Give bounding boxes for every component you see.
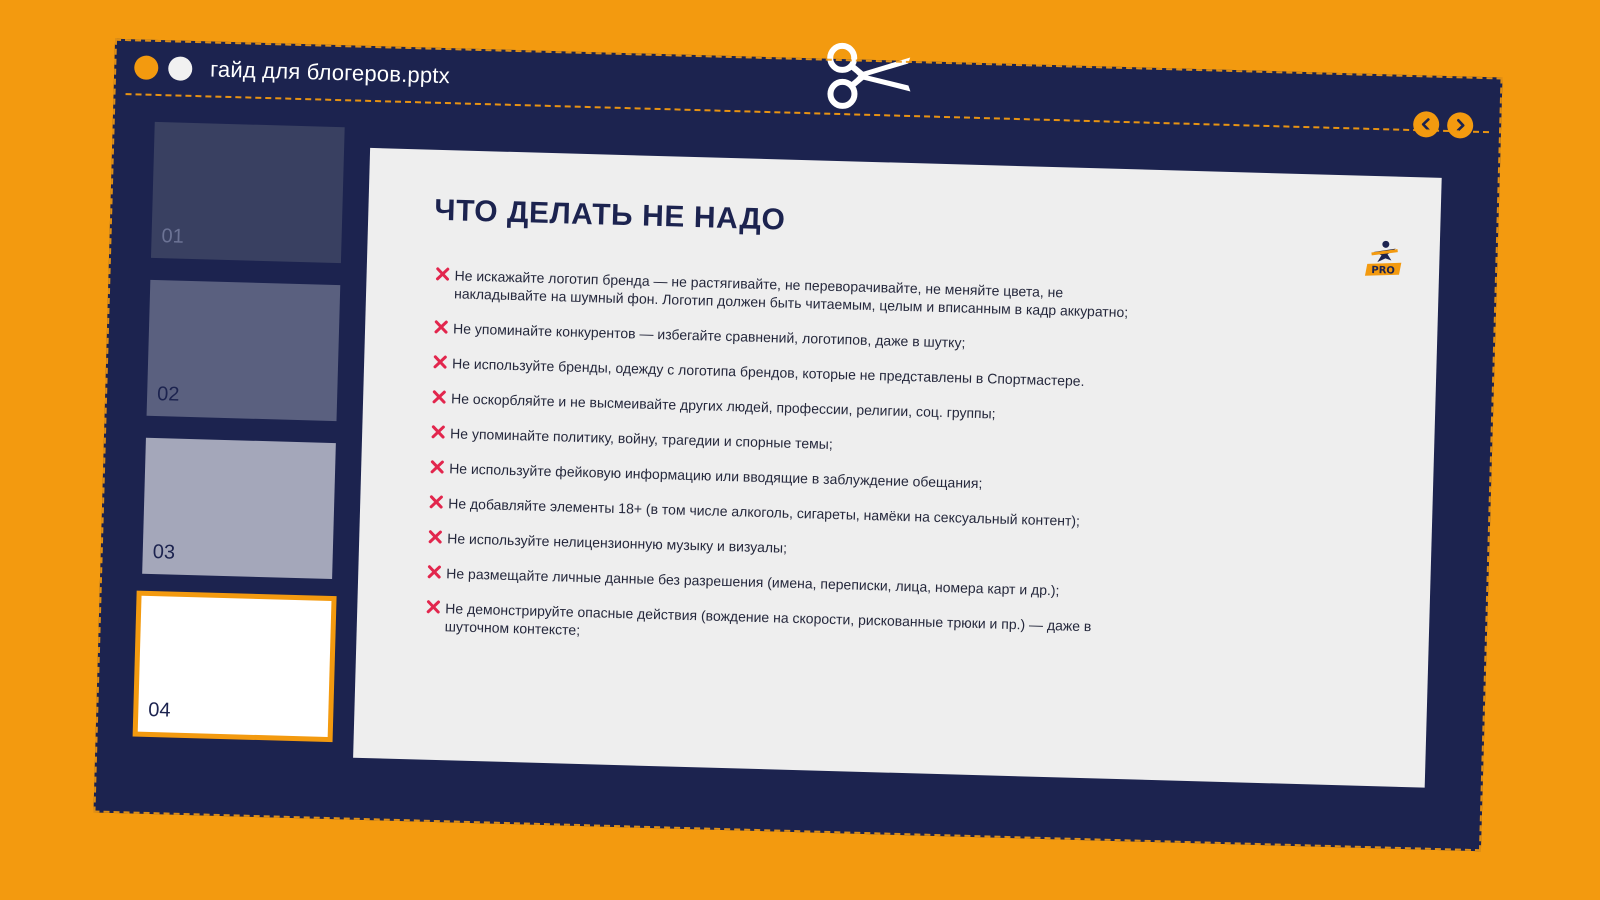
- list-item: [431, 389, 1131, 427]
- prev-slide-button[interactable]: [1413, 111, 1440, 138]
- slide-thumbnail-03[interactable]: [142, 438, 336, 579]
- logo-text: PRO: [1371, 264, 1396, 277]
- x-mark-icon: [434, 266, 450, 282]
- rules-list: [424, 266, 1135, 671]
- list-item: [428, 494, 1128, 532]
- slide-nav: [1413, 111, 1474, 139]
- x-mark-icon: [425, 599, 441, 615]
- slide-thumbnails: [137, 122, 345, 759]
- list-item: [427, 529, 1127, 567]
- thumbnail-number: 01: [161, 225, 185, 248]
- orange-dot-icon[interactable]: [134, 55, 159, 80]
- slide-thumbnail-04-selected[interactable]: [138, 596, 332, 737]
- next-slide-button[interactable]: [1447, 112, 1474, 139]
- rule-text: Не используйте нелицензионную музыку и визуалы;: [447, 530, 788, 556]
- rule-text: Не используйте фейковую информацию или вводящие в заблуждение обещания;: [448, 460, 983, 492]
- rule-text: Не добавляйте элементы 18+ (в том числе алкоголь, сигареты, намёки на сексуальный контент);: [448, 495, 1081, 529]
- slide-title: ЧТО ДЕЛАТЬ НЕ НАДО: [433, 193, 786, 237]
- list-item: [434, 266, 1135, 322]
- rule-text: Не размещайте личные данные без разрешения (имена, переписки, лица, номера карт и др.);: [446, 565, 1060, 599]
- slide-thumbnail-01[interactable]: [151, 122, 345, 263]
- list-item: [430, 424, 1130, 462]
- slide-thumbnail-02[interactable]: [147, 280, 341, 421]
- scissors-icon: [818, 39, 915, 112]
- list-item: [432, 354, 1132, 392]
- thumbnail-number: 02: [156, 383, 180, 406]
- x-mark-icon: [433, 319, 449, 335]
- window-title: гайд для блогеров.pptx: [209, 56, 451, 89]
- rule-text: Не искажайте логотип бренда — не растягивайте, не переворачивайте, не меняйте цвета, не накладывайте на шумный фон. Логотип должен быть читаемым, целым и вписанным в кадр аккуратно;: [453, 267, 1129, 321]
- thumbnail-number: 03: [152, 541, 176, 564]
- x-mark-icon: [429, 459, 445, 475]
- x-mark-icon: [432, 354, 448, 370]
- rule-text: Не используйте бренды, одежду с логотипа брендов, которые не представлены в Спортмастере.: [451, 355, 1085, 389]
- list-item: [425, 599, 1126, 655]
- thumbnail-number: 04: [148, 698, 171, 722]
- title-bar: [116, 41, 1501, 132]
- list-item: [429, 459, 1129, 497]
- x-mark-icon: [427, 529, 443, 545]
- white-dot-icon[interactable]: [168, 56, 193, 81]
- rule-text: Не упоминайте конкурентов — избегайте сравнений, логотипов, даже в шутку;: [452, 320, 966, 351]
- x-mark-icon: [430, 424, 446, 440]
- x-mark-icon: [428, 494, 444, 510]
- rule-text: Не оскорбляйте и не высмеивайте других людей, профессии, религии, соц. группы;: [450, 390, 996, 422]
- list-item: [426, 564, 1126, 602]
- rule-text: Не демонстрируйте опасные действия (вождение на скорости, рискованные трюки и пр.) — даже в шуточном контексте;: [444, 600, 1092, 638]
- list-item: [433, 319, 1133, 357]
- x-mark-icon: [431, 389, 447, 405]
- presentation-window: [96, 41, 1501, 849]
- slide-canvas: [353, 148, 1442, 788]
- x-mark-icon: [426, 564, 442, 580]
- rule-text: Не упоминайте политику, войну, трагедии и спорные темы;: [449, 425, 833, 452]
- pro-logo: [1361, 238, 1406, 279]
